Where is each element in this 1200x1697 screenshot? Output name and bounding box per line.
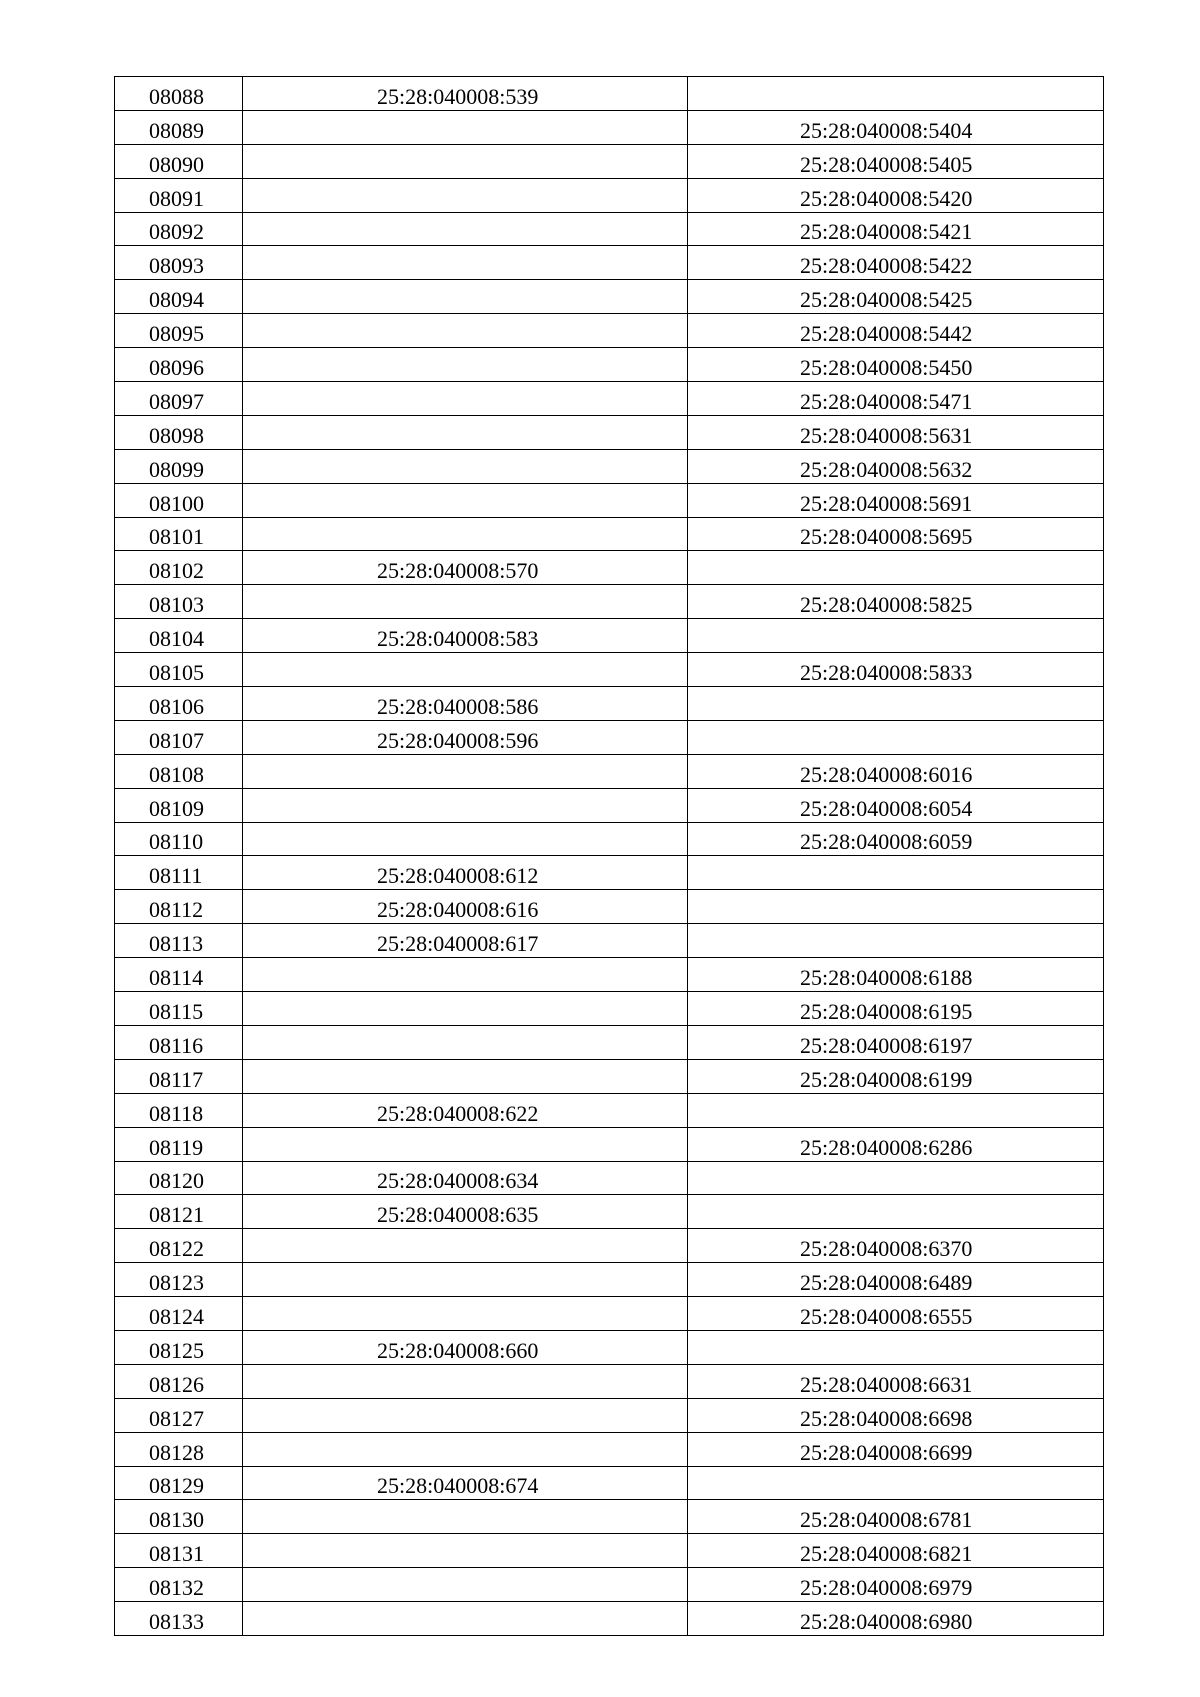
- table-row: [115, 382, 1104, 416]
- row-number-cell-text: 08123: [149, 1270, 204, 1296]
- cadastral-number-cell-col3: [688, 890, 1104, 924]
- cadastral-number-cell-col3-text: 25:28:040008:6197: [800, 1032, 973, 1058]
- cadastral-number-cell-col3-text: 25:28:040008:5632: [800, 456, 973, 482]
- row-number-cell: [115, 1364, 243, 1398]
- cadastral-number-cell-col2: [243, 110, 688, 144]
- cadastral-number-cell-col2: [243, 619, 688, 653]
- row-number-cell-text: 08130: [149, 1507, 204, 1533]
- cadastral-number-cell-col2: [243, 314, 688, 348]
- cadastral-number-cell-col2-text: 25:28:040008:622: [377, 1100, 539, 1126]
- row-number-cell-text: 08125: [149, 1337, 204, 1363]
- cadastral-number-cell-col2-text: 25:28:040008:617: [377, 931, 539, 957]
- table-row: [115, 1466, 1104, 1500]
- row-number-cell: [115, 77, 243, 111]
- cadastral-number-cell-col2: [243, 246, 688, 280]
- row-number-cell: [115, 720, 243, 754]
- table-row: [115, 348, 1104, 382]
- cadastral-number-cell-col2-text: 25:28:040008:660: [377, 1337, 539, 1363]
- cadastral-number-cell-col3: [688, 314, 1104, 348]
- cadastral-number-cell-col3-text: 25:28:040008:6980: [800, 1608, 973, 1634]
- table-row: [115, 1195, 1104, 1229]
- cadastral-number-cell-col3: [688, 958, 1104, 992]
- table-row: [115, 551, 1104, 585]
- table-row: [115, 1263, 1104, 1297]
- table-body: [115, 77, 1104, 1636]
- row-number-cell: [115, 1161, 243, 1195]
- table-row: [115, 178, 1104, 212]
- cadastral-number-cell-col3-text: 25:28:040008:5425: [800, 287, 973, 313]
- row-number-cell: [115, 212, 243, 246]
- cadastral-number-cell-col2: [243, 1229, 688, 1263]
- row-number-cell-text: 08089: [149, 117, 204, 143]
- cadastral-number-cell-col2: [243, 1364, 688, 1398]
- row-number-cell-text: 08115: [149, 998, 204, 1024]
- cadastral-number-cell-col3-text: 25:28:040008:6370: [800, 1236, 973, 1262]
- cadastral-number-cell-col2: [243, 788, 688, 822]
- cadastral-number-cell-col3: [688, 110, 1104, 144]
- row-number-cell: [115, 144, 243, 178]
- table-row: [115, 1364, 1104, 1398]
- row-number-cell: [115, 1466, 243, 1500]
- row-number-cell-text: 08100: [149, 490, 204, 516]
- cadastral-number-cell-col3: [688, 619, 1104, 653]
- row-number-cell: [115, 1398, 243, 1432]
- cadastral-number-cell-col3: [688, 77, 1104, 111]
- cadastral-number-cell-col2: [243, 1059, 688, 1093]
- table-row: [115, 1500, 1104, 1534]
- cadastral-number-cell-col3: [688, 1398, 1104, 1432]
- table-row: [115, 1534, 1104, 1568]
- row-number-cell: [115, 1263, 243, 1297]
- row-number-cell: [115, 1297, 243, 1331]
- row-number-cell: [115, 992, 243, 1026]
- row-number-cell: [115, 1229, 243, 1263]
- cadastral-number-cell-col2: [243, 1602, 688, 1636]
- cadastral-number-cell-col3: [688, 551, 1104, 585]
- row-number-cell-text: 08133: [149, 1608, 204, 1634]
- cadastral-number-cell-col2: [243, 1432, 688, 1466]
- row-number-cell: [115, 178, 243, 212]
- cadastral-number-cell-col2: [243, 178, 688, 212]
- row-number-cell-text: 08109: [149, 795, 204, 821]
- table-row: [115, 415, 1104, 449]
- table-row: [115, 1093, 1104, 1127]
- table-row: [115, 585, 1104, 619]
- table-row: [115, 517, 1104, 551]
- cadastral-number-cell-col2: [243, 1093, 688, 1127]
- cadastral-number-cell-col2: [243, 720, 688, 754]
- row-number-cell-text: 08118: [149, 1100, 204, 1126]
- cadastral-number-cell-col3: [688, 1534, 1104, 1568]
- cadastral-number-cell-col2: [243, 1568, 688, 1602]
- table-row: [115, 754, 1104, 788]
- row-number-cell-text: 08108: [149, 761, 204, 787]
- cadastral-number-cell-col2: [243, 856, 688, 890]
- row-number-cell-text: 08110: [149, 829, 204, 855]
- row-number-cell-text: 08106: [149, 693, 204, 719]
- row-number-cell: [115, 958, 243, 992]
- table-row: [115, 720, 1104, 754]
- table-row: [115, 212, 1104, 246]
- cadastral-number-cell-col2: [243, 1161, 688, 1195]
- cadastral-number-cell-col3: [688, 720, 1104, 754]
- table-row: [115, 924, 1104, 958]
- cadastral-number-cell-col3: [688, 585, 1104, 619]
- cadastral-number-cell-col2: [243, 517, 688, 551]
- row-number-cell: [115, 1059, 243, 1093]
- cadastral-number-cell-col2: [243, 212, 688, 246]
- row-number-cell: [115, 822, 243, 856]
- cadastral-number-cell-col2: [243, 958, 688, 992]
- row-number-cell-text: 08121: [149, 1202, 204, 1228]
- cadastral-number-cell-col3-text: 25:28:040008:5450: [800, 355, 973, 381]
- cadastral-number-cell-col3: [688, 348, 1104, 382]
- cadastral-number-cell-col3-text: 25:28:040008:5442: [800, 321, 973, 347]
- cadastral-number-cell-col2: [243, 144, 688, 178]
- table-row: [115, 890, 1104, 924]
- cadastral-number-cell-col3: [688, 788, 1104, 822]
- cadastral-number-cell-col2: [243, 1398, 688, 1432]
- cadastral-number-cell-col2-text: 25:28:040008:539: [377, 83, 539, 109]
- row-number-cell-text: 08124: [149, 1303, 204, 1329]
- cadastral-number-cell-col2: [243, 1263, 688, 1297]
- table-row: [115, 687, 1104, 721]
- table-row: [115, 1602, 1104, 1636]
- row-number-cell: [115, 382, 243, 416]
- row-number-cell-text: 08129: [149, 1473, 204, 1499]
- cadastral-number-cell-col2: [243, 1500, 688, 1534]
- cadastral-number-cell-col2: [243, 1127, 688, 1161]
- row-number-cell: [115, 1602, 243, 1636]
- cadastral-number-cell-col3-text: 25:28:040008:5825: [800, 592, 973, 618]
- cadastral-number-cell-col3-text: 25:28:040008:6781: [800, 1507, 973, 1533]
- cadastral-number-cell-col3-text: 25:28:040008:6054: [800, 795, 973, 821]
- cadastral-number-cell-col3-text: 25:28:040008:6195: [800, 998, 973, 1024]
- row-number-cell: [115, 246, 243, 280]
- row-number-cell: [115, 483, 243, 517]
- row-number-cell: [115, 585, 243, 619]
- table-row: [115, 1330, 1104, 1364]
- cadastral-number-cell-col3: [688, 754, 1104, 788]
- cadastral-number-cell-col2: [243, 280, 688, 314]
- table-row: [115, 958, 1104, 992]
- row-number-cell-text: 08091: [149, 185, 204, 211]
- cadastral-number-cell-col3: [688, 178, 1104, 212]
- cadastral-number-cell-col3-text: 25:28:040008:5695: [800, 524, 973, 550]
- table-row: [115, 619, 1104, 653]
- cadastral-number-cell-col3: [688, 1093, 1104, 1127]
- row-number-cell-text: 08117: [149, 1066, 204, 1092]
- row-number-cell-text: 08103: [149, 592, 204, 618]
- cadastral-number-cell-col3-text: 25:28:040008:6188: [800, 965, 973, 991]
- row-number-cell-text: 08119: [149, 1134, 204, 1160]
- cadastral-number-cell-col3: [688, 687, 1104, 721]
- cadastral-number-cell-col3: [688, 1161, 1104, 1195]
- row-number-cell-text: 08094: [149, 287, 204, 313]
- row-number-cell-text: 08116: [149, 1032, 204, 1058]
- row-number-cell-text: 08096: [149, 355, 204, 381]
- row-number-cell: [115, 788, 243, 822]
- row-number-cell: [115, 1093, 243, 1127]
- row-number-cell-text: 08092: [149, 219, 204, 245]
- row-number-cell-text: 08105: [149, 660, 204, 686]
- cadastral-number-cell-col2-text: 25:28:040008:634: [377, 1168, 539, 1194]
- cadastral-number-cell-col3-text: 25:28:040008:6059: [800, 829, 973, 855]
- cadastral-number-cell-col3: [688, 1297, 1104, 1331]
- cadastral-number-cell-col2-text: 25:28:040008:570: [377, 558, 539, 584]
- row-number-cell: [115, 924, 243, 958]
- cadastral-number-cell-col3: [688, 1432, 1104, 1466]
- cadastral-number-cell-col2-text: [243, 1633, 687, 1635]
- row-number-cell: [115, 1500, 243, 1534]
- row-number-cell-text: 08131: [149, 1541, 204, 1567]
- cadastral-number-cell-col3-text: 25:28:040008:5404: [800, 117, 973, 143]
- cadastral-number-table: [114, 76, 1104, 1636]
- table-row: [115, 1568, 1104, 1602]
- cadastral-number-cell-col3: [688, 1229, 1104, 1263]
- cadastral-number-cell-col2-text: 25:28:040008:612: [377, 863, 539, 889]
- row-number-cell-text: 08128: [149, 1439, 204, 1465]
- cadastral-number-cell-col2: [243, 754, 688, 788]
- row-number-cell-text: 08107: [149, 727, 204, 753]
- row-number-cell-text: 08095: [149, 321, 204, 347]
- cadastral-number-cell-col3: [688, 144, 1104, 178]
- row-number-cell-text: 08127: [149, 1405, 204, 1431]
- cadastral-number-cell-col3-text: 25:28:040008:5421: [800, 219, 973, 245]
- row-number-cell-text: 08120: [149, 1168, 204, 1194]
- cadastral-number-cell-col3: [688, 415, 1104, 449]
- row-number-cell: [115, 348, 243, 382]
- cadastral-number-cell-col3-text: 25:28:040008:5471: [800, 388, 973, 414]
- cadastral-number-cell-col2-text: 25:28:040008:674: [377, 1473, 539, 1499]
- row-number-cell: [115, 754, 243, 788]
- table-row: [115, 314, 1104, 348]
- cadastral-number-cell-col3: [688, 1500, 1104, 1534]
- cadastral-number-cell-col3: [688, 992, 1104, 1026]
- cadastral-number-cell-col3-text: 25:28:040008:5833: [800, 660, 973, 686]
- row-number-cell-text: 08099: [149, 456, 204, 482]
- row-number-cell-text: 08104: [149, 626, 204, 652]
- cadastral-number-cell-col2-text: 25:28:040008:583: [377, 626, 539, 652]
- row-number-cell: [115, 314, 243, 348]
- table-row: [115, 1059, 1104, 1093]
- cadastral-number-cell-col3: [688, 280, 1104, 314]
- cadastral-number-cell-col2-text: 25:28:040008:635: [377, 1202, 539, 1228]
- row-number-cell: [115, 280, 243, 314]
- cadastral-number-cell-col3: [688, 1466, 1104, 1500]
- cadastral-number-cell-col2: [243, 1297, 688, 1331]
- cadastral-number-cell-col2: [243, 348, 688, 382]
- table-row: [115, 653, 1104, 687]
- cadastral-number-cell-col3: [688, 517, 1104, 551]
- table-row: [115, 483, 1104, 517]
- cadastral-number-cell-col2: [243, 1534, 688, 1568]
- row-number-cell-text: 08122: [149, 1236, 204, 1262]
- row-number-cell: [115, 1432, 243, 1466]
- row-number-cell-text: 08114: [149, 965, 204, 991]
- cadastral-number-cell-col3: [688, 924, 1104, 958]
- cadastral-number-cell-col2-text: 25:28:040008:586: [377, 693, 539, 719]
- cadastral-number-cell-col3: [688, 1263, 1104, 1297]
- cadastral-number-cell-col3-text: 25:28:040008:6199: [800, 1066, 973, 1092]
- cadastral-number-cell-col3-text: 25:28:040008:5631: [800, 422, 973, 448]
- cadastral-number-cell-col3: [688, 822, 1104, 856]
- row-number-cell-text: 08112: [149, 897, 204, 923]
- cadastral-number-cell-col3-text: 25:28:040008:6489: [800, 1270, 973, 1296]
- cadastral-number-cell-col2: [243, 483, 688, 517]
- cadastral-number-cell-col3-text: 25:28:040008:5691: [800, 490, 973, 516]
- row-number-cell-text: 08093: [149, 253, 204, 279]
- table-row: [115, 822, 1104, 856]
- cadastral-number-cell-col2-text: 25:28:040008:596: [377, 727, 539, 753]
- cadastral-number-cell-col2-text: 25:28:040008:616: [377, 897, 539, 923]
- row-number-cell-text: 08097: [149, 388, 204, 414]
- cadastral-number-cell-col2: [243, 1025, 688, 1059]
- row-number-cell: [115, 1568, 243, 1602]
- cadastral-number-cell-col3-text: 25:28:040008:5422: [800, 253, 973, 279]
- row-number-cell: [115, 856, 243, 890]
- cadastral-number-cell-col3-text: 25:28:040008:5420: [800, 185, 973, 211]
- cadastral-number-cell-col3: [688, 1330, 1104, 1364]
- row-number-cell: [115, 415, 243, 449]
- cadastral-number-cell-col2: [243, 449, 688, 483]
- cadastral-number-cell-col3: [688, 246, 1104, 280]
- cadastral-number-cell-col2: [243, 924, 688, 958]
- row-number-cell: [115, 619, 243, 653]
- cadastral-number-cell-col3: [688, 1364, 1104, 1398]
- table-row: [115, 110, 1104, 144]
- row-number-cell: [115, 1330, 243, 1364]
- cadastral-number-cell-col2: [243, 77, 688, 111]
- cadastral-number-cell-col3: [688, 449, 1104, 483]
- table-row: [115, 856, 1104, 890]
- row-number-cell-text: 08101: [149, 524, 204, 550]
- cadastral-number-cell-col3-text: 25:28:040008:6016: [800, 761, 973, 787]
- cadastral-number-cell-col2: [243, 1466, 688, 1500]
- cadastral-number-cell-col3-text: 25:28:040008:6555: [800, 1303, 973, 1329]
- cadastral-number-cell-col3-text: 25:28:040008:6699: [800, 1439, 973, 1465]
- cadastral-number-cell-col2: [243, 653, 688, 687]
- row-number-cell: [115, 1534, 243, 1568]
- cadastral-number-cell-col3-text: 25:28:040008:6286: [800, 1134, 973, 1160]
- cadastral-number-cell-col3: [688, 1059, 1104, 1093]
- row-number-cell: [115, 449, 243, 483]
- table-row: [115, 1432, 1104, 1466]
- cadastral-number-cell-col3: [688, 856, 1104, 890]
- row-number-cell: [115, 517, 243, 551]
- cadastral-number-cell-col2: [243, 992, 688, 1026]
- cadastral-number-cell-col3-text: 25:28:040008:6979: [800, 1575, 973, 1601]
- cadastral-number-cell-col2: [243, 890, 688, 924]
- row-number-cell: [115, 1025, 243, 1059]
- table-row: [115, 1398, 1104, 1432]
- row-number-cell-text: 08111: [149, 863, 203, 889]
- cadastral-number-cell-col3-text: 25:28:040008:6821: [800, 1541, 973, 1567]
- table-row: [115, 992, 1104, 1026]
- row-number-cell-text: 08113: [149, 931, 204, 957]
- row-number-cell-text: 08126: [149, 1371, 204, 1397]
- cadastral-number-cell-col2: [243, 382, 688, 416]
- row-number-cell: [115, 1195, 243, 1229]
- table-row: [115, 280, 1104, 314]
- cadastral-number-cell-col2: [243, 415, 688, 449]
- cadastral-number-cell-col3-text: 25:28:040008:5405: [800, 151, 973, 177]
- cadastral-number-cell-col3: [688, 1568, 1104, 1602]
- table-row: [115, 1229, 1104, 1263]
- cadastral-number-cell-col2: [243, 687, 688, 721]
- cadastral-number-cell-col3: [688, 1195, 1104, 1229]
- cadastral-number-cell-col3-text: 25:28:040008:6698: [800, 1405, 973, 1431]
- table-row: [115, 1127, 1104, 1161]
- table-row: [115, 246, 1104, 280]
- cadastral-number-cell-col2: [243, 822, 688, 856]
- cadastral-number-cell-col3: [688, 1602, 1104, 1636]
- row-number-cell: [115, 890, 243, 924]
- table-row: [115, 1161, 1104, 1195]
- cadastral-number-cell-col3: [688, 1025, 1104, 1059]
- row-number-cell-text: 08088: [149, 83, 204, 109]
- table-row: [115, 144, 1104, 178]
- cadastral-number-cell-col3: [688, 382, 1104, 416]
- row-number-cell: [115, 653, 243, 687]
- table-row: [115, 1025, 1104, 1059]
- table-row: [115, 77, 1104, 111]
- cadastral-number-cell-col3: [688, 653, 1104, 687]
- row-number-cell-text: 08098: [149, 422, 204, 448]
- cadastral-number-cell-col2: [243, 1195, 688, 1229]
- row-number-cell: [115, 110, 243, 144]
- row-number-cell-text: 08102: [149, 558, 204, 584]
- cadastral-number-cell-col3: [688, 483, 1104, 517]
- row-number-cell: [115, 551, 243, 585]
- row-number-cell-text: 08132: [149, 1575, 204, 1601]
- cadastral-number-cell-col3-text: 25:28:040008:6631: [800, 1371, 973, 1397]
- cadastral-number-cell-col3: [688, 212, 1104, 246]
- cadastral-number-cell-col2: [243, 1330, 688, 1364]
- row-number-cell-text: 08090: [149, 151, 204, 177]
- table-row: [115, 1297, 1104, 1331]
- table-row: [115, 788, 1104, 822]
- row-number-cell: [115, 1127, 243, 1161]
- table-row: [115, 449, 1104, 483]
- cadastral-number-cell-col3: [688, 1127, 1104, 1161]
- row-number-cell: [115, 687, 243, 721]
- cadastral-number-cell-col2: [243, 585, 688, 619]
- cadastral-number-cell-col2: [243, 551, 688, 585]
